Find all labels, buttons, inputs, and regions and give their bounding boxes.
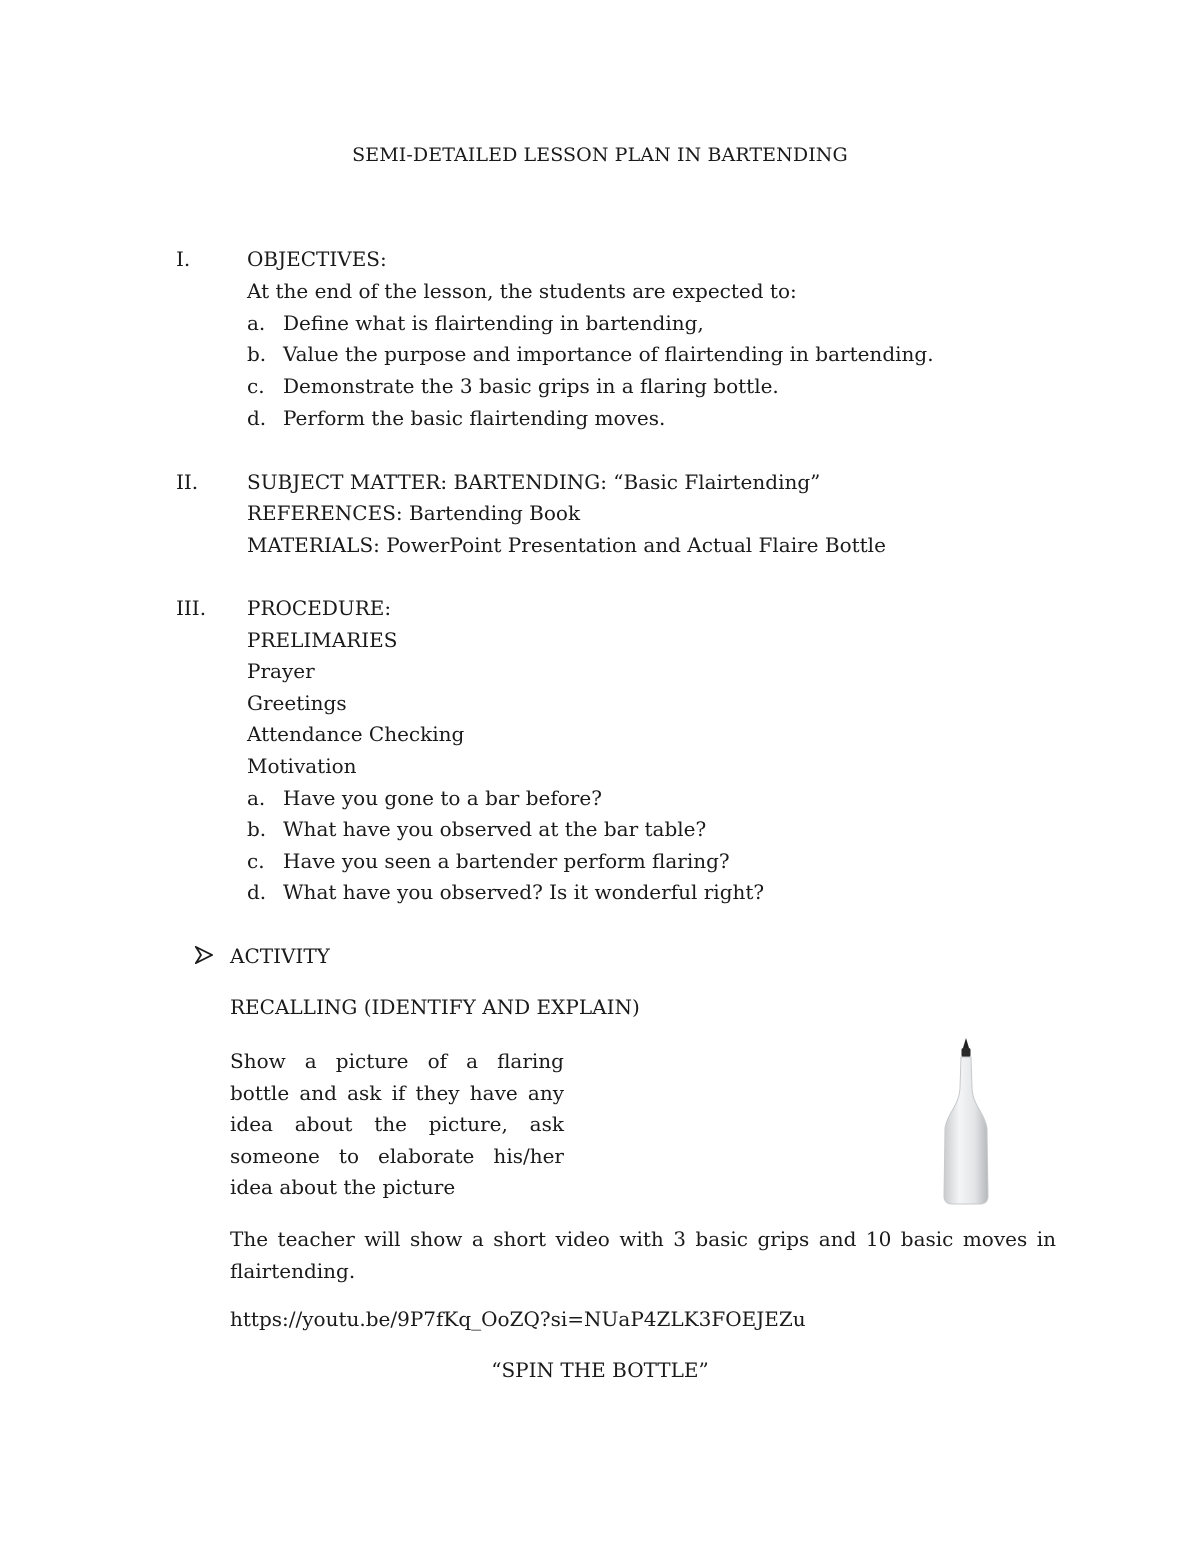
motivation-question: Have you gone to a bar before? — [283, 786, 602, 810]
objectives-heading: OBJECTIVES: — [247, 247, 387, 271]
objective-item: Demonstrate the 3 basic grips in a flaring bottle. — [283, 374, 779, 398]
preliminaries-heading: PRELIMARIES — [247, 628, 398, 652]
section-numeral-subject: II. — [176, 470, 199, 494]
section-numeral-objectives: I. — [176, 247, 191, 271]
question-letter: b. — [247, 817, 267, 841]
procedure-step: Prayer — [247, 659, 315, 683]
section-numeral-procedure: III. — [176, 596, 207, 620]
motivation-question: What have you observed? Is it wonderful right? — [283, 880, 765, 904]
objective-letter: c. — [247, 374, 265, 398]
arrowhead-bullet-icon — [195, 946, 213, 964]
procedure-step: Attendance Checking — [247, 722, 465, 746]
objective-letter: a. — [247, 311, 266, 335]
video-paragraph: The teacher will show a short video with 3 basic grips and 10 basic moves in flairtending. — [230, 1227, 1056, 1283]
objective-item: Perform the basic flairtending moves. — [283, 406, 666, 430]
references: REFERENCES: Bartending Book — [247, 501, 581, 525]
objective-item: Define what is flairtending in bartending, — [283, 311, 704, 335]
activity-heading: ACTIVITY — [230, 944, 330, 968]
question-letter: d. — [247, 880, 267, 904]
subject-matter: SUBJECT MATTER: BARTENDING: “Basic Flairtending” — [247, 470, 821, 494]
procedure-heading: PROCEDURE: — [247, 596, 392, 620]
objectives-intro: At the end of the lesson, the students are expected to: — [247, 279, 797, 303]
objective-item: Value the purpose and importance of flairtending in bartending. — [283, 342, 934, 366]
objective-letter: d. — [247, 406, 267, 430]
question-letter: c. — [247, 849, 265, 873]
procedure-step: Motivation — [247, 754, 357, 778]
game-title: “SPIN THE BOTTLE” — [491, 1358, 709, 1382]
question-letter: a. — [247, 786, 266, 810]
video-link[interactable]: https://youtu.be/9P7fKq_OoZQ?si=NUaP4ZLK3FOEJEZu — [230, 1307, 806, 1331]
flaring-bottle-image — [940, 1036, 992, 1206]
show-picture-paragraph: Show a picture of a flaring bottle and ask if they have any idea about the picture, ask someone to elaborate his/her idea about the picture — [230, 1049, 564, 1199]
document-title: SEMI-DETAILED LESSON PLAN IN BARTENDING — [352, 144, 848, 166]
materials: MATERIALS: PowerPoint Presentation and Actual Flaire Bottle — [247, 533, 886, 557]
procedure-step: Greetings — [247, 691, 347, 715]
objective-letter: b. — [247, 342, 267, 366]
motivation-question: Have you seen a bartender perform flaring? — [283, 849, 730, 873]
motivation-question: What have you observed at the bar table? — [283, 817, 707, 841]
recalling-heading: RECALLING (IDENTIFY AND EXPLAIN) — [230, 995, 640, 1019]
